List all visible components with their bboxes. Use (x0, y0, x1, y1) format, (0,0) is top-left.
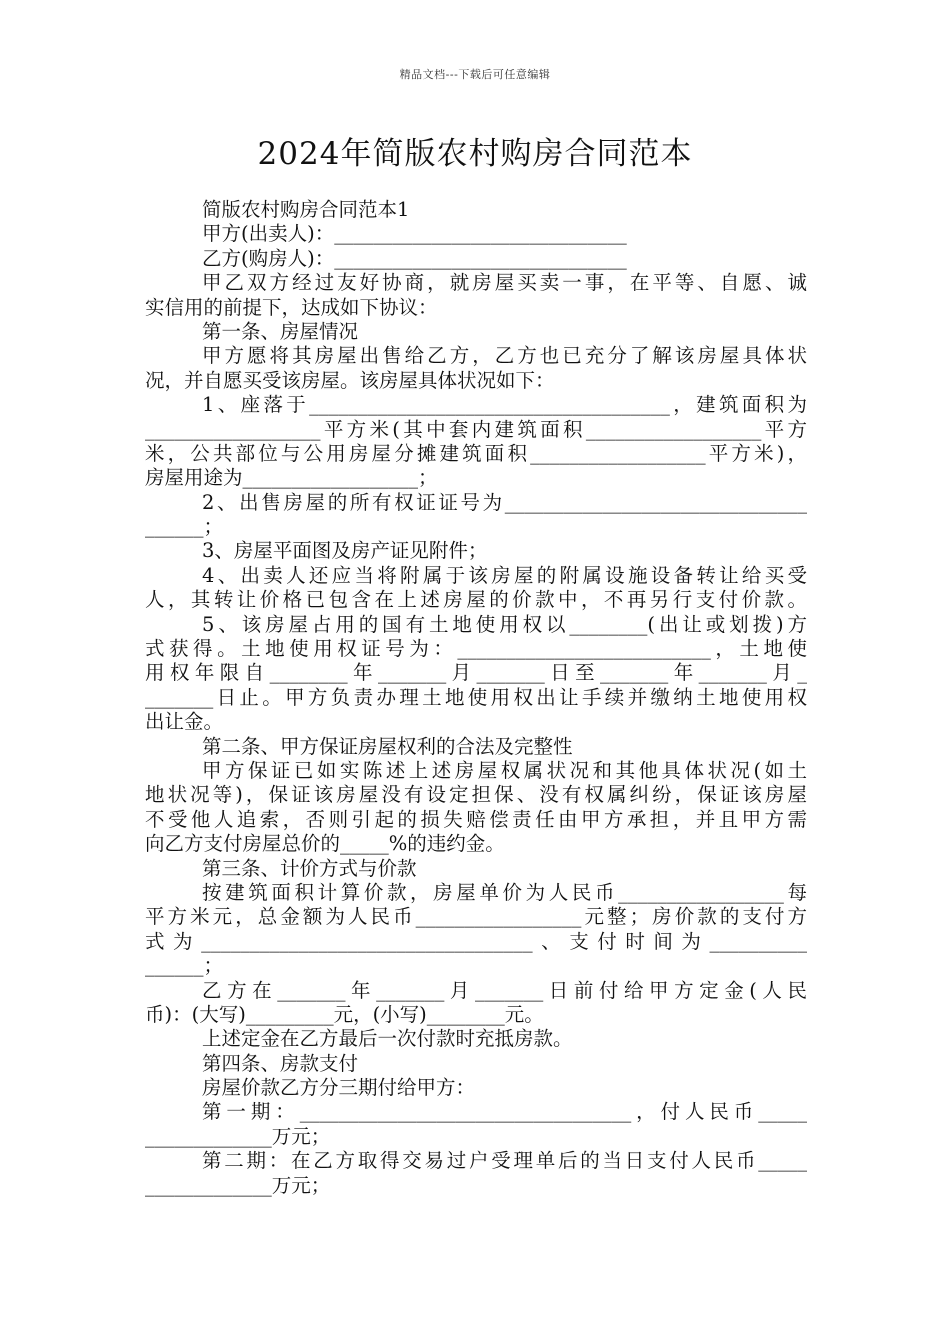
contract-line: 实信用的前提下，达成如下协议： (145, 295, 438, 319)
contract-line: 人，其转让价格已包含在上述房屋的价款中，不再另行支付价款。 (145, 588, 807, 612)
contract-line: 甲方保证已如实陈述上述房屋权属状况和其他具体状况(如土 (202, 758, 807, 782)
contract-line: _____________万元； (145, 1124, 331, 1148)
contract-line: 甲乙双方经过友好协商，就房屋买卖一事，在平等、自愿、诚 (202, 271, 807, 295)
header-note: 精品文档---下载后可任意编辑 (399, 68, 551, 81)
contract-line: 上述定金在乙方最后一次付款时充抵房款。 (202, 1027, 573, 1051)
contract-line: 不受他人追索，否则引起的损失赔偿责任由甲方承担，并且甲方需 (145, 807, 807, 831)
contract-line: 4、出卖人还应当将附属于该房屋的附属设施设备转让给买受 (202, 563, 807, 587)
contract-line: 甲方(出卖人)：______________________________ (202, 222, 627, 246)
contract-line: 第一期：__________________________________，付人民币_____ (202, 1100, 807, 1124)
contract-line: 房屋价款乙方分三期付给甲方： (202, 1076, 476, 1100)
contract-line: 简版农村购房合同范本1 (202, 198, 410, 221)
contract-line: 甲方愿将其房屋出售给乙方，乙方也已充分了解该房屋具体状 (202, 344, 807, 368)
contract-line: 乙方(购房人)：______________________________ (202, 246, 627, 270)
contract-line: 第四条、房款支付 (202, 1051, 359, 1075)
contract-line: 第三条、计价方式与价款 (202, 856, 417, 880)
contract-line: ______； (145, 954, 224, 978)
contract-line: 出让金。 (145, 710, 224, 734)
contract-line: 5、该房屋占用的国有土地使用权以________(出让或划拨)方 (202, 612, 807, 636)
contract-line: 第二条、甲方保证房屋权利的合法及完整性 (202, 734, 573, 758)
contract-line: 况，并自愿买受该房屋。该房屋具体状况如下： (145, 368, 555, 392)
contract-line: 房屋用途为__________________； (145, 466, 438, 490)
contract-line: 按建筑面积计算价款，房屋单价为人民币_________________每 (202, 880, 807, 904)
contract-line: 米，公共部位与公用房屋分摊建筑面积__________________平方米)， (145, 441, 807, 465)
contract-line: 第二期：在乙方取得交易过户受理单后的当日支付人民币_____ (202, 1149, 807, 1173)
contract-line: __________________平方米(其中套内建筑面积__________________平方 (145, 417, 807, 441)
contract-line: _______日止。甲方负责办理土地使用权出让手续并缴纳土地使用权 (145, 685, 807, 709)
contract-line: 3、房屋平面图及房产证见附件； (202, 539, 488, 563)
contract-line: ______； (145, 515, 224, 539)
contract-line: 1、座落于_____________________________________，建筑面积为 (202, 393, 807, 417)
contract-line: 乙方在_______年_______月_______日前付给甲方定金(人民 (202, 978, 807, 1002)
contract-line: 币)：(大写)_________元，(小写)________元。 (145, 1002, 544, 1026)
contract-line: _____________万元； (145, 1173, 331, 1197)
contract-line: 用权年限自________年_______月_______日至_______年_______月_ (145, 661, 807, 685)
document-title: 2024年简版农村购房合同范本 (257, 136, 693, 172)
contract-line: 第一条、房屋情况 (202, 319, 359, 343)
contract-line: 向乙方支付房屋总价的_____%的违约金。 (145, 832, 505, 856)
contract-line: 式获得。土地使用权证号为：__________________________，土地使 (145, 637, 807, 661)
contract-body (145, 198, 807, 1198)
contract-line: 式为__________________________________、支付时间为__________ (145, 929, 807, 953)
contract-line: 平方米元，总金额为人民币_________________元整；房价款的支付方 (145, 905, 807, 929)
contract-line: 地状况等)，保证该房屋没有设定担保、没有权属纠纷，保证该房屋 (145, 783, 807, 807)
contract-line: 2、出售房屋的所有权证证号为_______________________________ (202, 490, 807, 514)
